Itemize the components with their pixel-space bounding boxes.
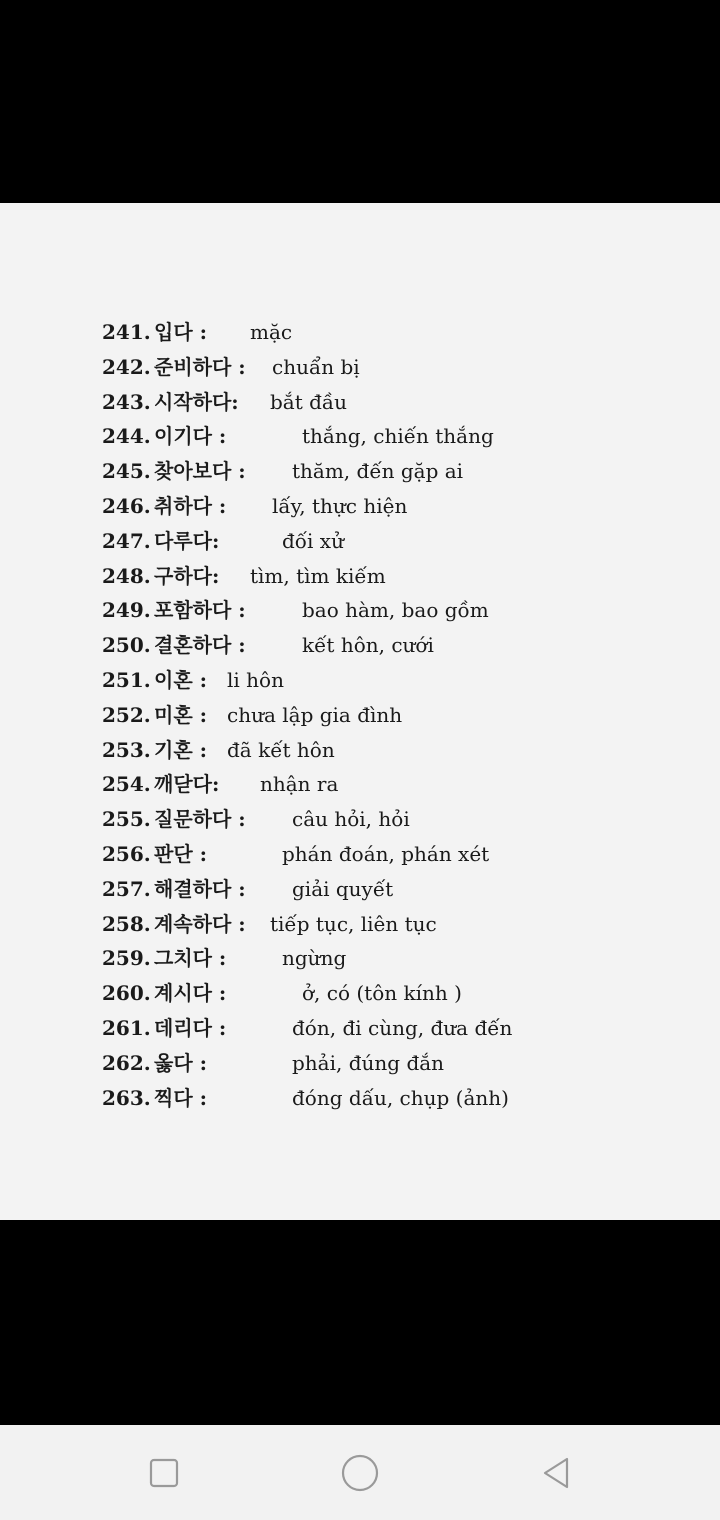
vocab-item — [102, 350, 360, 385]
vocab-number: 256. — [102, 842, 151, 866]
korean-word: 질문하다 : — [154, 807, 246, 832]
vietnamese-meaning: giải quyết — [292, 876, 394, 901]
korean-word: 판단 : — [154, 842, 207, 866]
vietnamese-meaning: chuẩn bị — [272, 354, 360, 379]
korean-word: 시작하다: — [154, 389, 239, 414]
vocab-number: 263. — [102, 1085, 151, 1110]
korean-word: 그치다 : — [154, 946, 227, 971]
vocab-item — [102, 1046, 445, 1081]
korean-word: 해결하다 : — [154, 876, 246, 901]
korean-word: 이혼 : — [154, 668, 207, 692]
vietnamese-meaning: thăm, đến gặp ai — [292, 459, 464, 484]
vocab-item — [102, 872, 394, 907]
vietnamese-meaning: nhận ra — [260, 772, 339, 797]
korean-word: 다루다: — [154, 528, 220, 553]
korean-word: 깨닫다: — [154, 772, 220, 797]
vietnamese-meaning: li hôn — [227, 668, 284, 692]
vocab-number: 255. — [102, 807, 151, 832]
vocab-item — [102, 698, 403, 733]
vocab-item — [102, 454, 464, 489]
korean-word: 데리다 : — [154, 1016, 227, 1040]
vocab-number: 243. — [102, 389, 151, 414]
vocab-number: 241. — [102, 320, 151, 344]
korean-word: 이기다 : — [154, 424, 227, 449]
vocab-number: 257. — [102, 876, 151, 901]
home-button[interactable] — [334, 1447, 386, 1499]
square-icon — [149, 1458, 179, 1488]
navigation-bar — [0, 1425, 720, 1520]
vocab-number: 251. — [102, 668, 151, 692]
korean-word: 찾아보다 : — [154, 459, 246, 484]
vietnamese-meaning: tìm, tìm kiếm — [250, 563, 386, 588]
vocab-item — [102, 419, 494, 454]
vocab-item — [102, 941, 347, 976]
korean-word: 찍다 : — [154, 1085, 207, 1110]
vocab-item — [102, 628, 434, 663]
vocab-item — [102, 593, 489, 628]
back-button[interactable] — [530, 1447, 582, 1499]
korean-word: 계속하다 : — [154, 911, 246, 936]
vocab-number: 245. — [102, 459, 151, 484]
vietnamese-meaning: câu hỏi, hỏi — [292, 807, 410, 832]
vocab-number: 259. — [102, 946, 151, 971]
vocab-item — [102, 489, 408, 524]
vocab-item — [102, 976, 462, 1011]
korean-word: 구하다: — [154, 563, 220, 588]
vocab-item — [102, 1011, 513, 1046]
vocab-number: 260. — [102, 981, 151, 1006]
vocab-number: 250. — [102, 633, 151, 658]
vocab-item — [102, 837, 490, 872]
vocab-number: 244. — [102, 424, 151, 449]
vocab-number: 258. — [102, 911, 151, 936]
triangle-back-icon — [539, 1456, 573, 1490]
vocab-number: 249. — [102, 598, 151, 623]
vocab-item — [102, 733, 335, 768]
vietnamese-meaning: ngừng — [282, 946, 347, 971]
vietnamese-meaning: đã kết hôn — [227, 737, 335, 762]
vietnamese-meaning: ở, có (tôn kính ) — [302, 981, 462, 1006]
vocab-number: 254. — [102, 772, 151, 797]
vocab-item — [102, 559, 386, 594]
vocab-item — [102, 315, 293, 350]
vietnamese-meaning: đối xử — [282, 528, 344, 553]
vietnamese-meaning: phải, đúng đắn — [292, 1050, 445, 1075]
circle-icon — [341, 1454, 379, 1492]
vocab-item — [102, 802, 410, 837]
bottom-black-area — [0, 1220, 720, 1425]
top-black-area — [0, 0, 720, 203]
vietnamese-meaning: đón, đi cùng, đưa đến — [292, 1016, 513, 1040]
vocab-item — [102, 524, 344, 559]
vocab-item — [102, 663, 284, 698]
vietnamese-meaning: phán đoán, phán xét — [282, 842, 490, 866]
vietnamese-meaning: mặc — [250, 320, 293, 344]
vocab-item — [102, 907, 437, 942]
vietnamese-meaning: lấy, thực hiện — [272, 494, 408, 518]
vocab-number: 253. — [102, 737, 151, 762]
vocab-number: 246. — [102, 494, 151, 518]
vocab-item — [102, 385, 348, 420]
vocab-item — [102, 1081, 509, 1116]
vocab-number: 242. — [102, 354, 151, 379]
vietnamese-meaning: tiếp tục, liên tục — [270, 911, 437, 936]
vocab-item — [102, 767, 339, 802]
vietnamese-meaning: kết hôn, cưới — [302, 633, 434, 658]
vietnamese-meaning: đóng dấu, chụp (ảnh) — [292, 1085, 509, 1110]
korean-word: 결혼하다 : — [154, 633, 246, 658]
korean-word: 옳다 : — [154, 1050, 207, 1075]
vocab-number: 261. — [102, 1016, 151, 1040]
vocab-number: 262. — [102, 1050, 151, 1075]
vietnamese-meaning: thắng, chiến thắng — [302, 424, 494, 449]
vocab-number: 247. — [102, 528, 151, 553]
korean-word: 포함하다 : — [154, 598, 246, 623]
korean-word: 입다 : — [154, 320, 207, 344]
vocab-number: 248. — [102, 563, 151, 588]
vietnamese-meaning: bắt đầu — [270, 389, 348, 414]
recents-button[interactable] — [138, 1447, 190, 1499]
korean-word: 취하다 : — [154, 494, 227, 518]
vietnamese-meaning: chưa lập gia đình — [227, 702, 403, 727]
vietnamese-meaning: bao hàm, bao gồm — [302, 598, 489, 623]
vocab-number: 252. — [102, 702, 151, 727]
korean-word: 미혼 : — [154, 702, 207, 727]
korean-word: 준비하다 : — [154, 354, 246, 379]
korean-word: 계시다 : — [154, 981, 227, 1006]
korean-word: 기혼 : — [154, 737, 207, 762]
